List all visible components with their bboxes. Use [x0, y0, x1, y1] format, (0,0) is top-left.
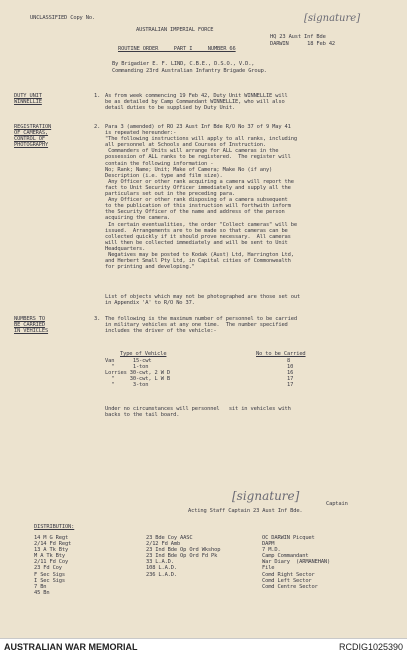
section-number: 1.	[94, 93, 101, 99]
vehicle-footnote: Under no circumstances will personnel sit in vehicles with backs to the tail board.	[105, 406, 291, 419]
section-heading-vehicles: NUMBERS TO BE CARRIED IN VEHICLES	[14, 316, 49, 335]
by-line: By Brigadier E. F. LIND, C.B.E., D.S.O., V.D.,	[112, 61, 255, 67]
table-cell: " 3-ton	[105, 382, 149, 389]
force-name: AUSTRALIAN IMPERIAL FORCE	[136, 27, 214, 33]
place-date: DARWIN 18 Feb 42	[270, 41, 336, 47]
signature-appointment: Acting Staff Captain 23 Aust Inf Bde.	[188, 508, 303, 514]
table-cell: " 30-cwt, L W B	[105, 376, 171, 383]
list-item: Comd Centre Sector	[262, 583, 318, 590]
archive-name: AUSTRALIAN WAR MEMORIAL	[4, 642, 138, 652]
hq-line: HQ 23 Aust Inf Bde	[270, 34, 326, 40]
list-item: 236 L.A.D.	[146, 571, 177, 578]
table-cell: 8	[287, 358, 291, 364]
classification-line: UNCLASSIFIED Copy No.	[30, 15, 96, 21]
list-item: OC DARWIN Picquet	[262, 535, 315, 541]
list-item: 23 Ind Bde Op Ord Wkshop	[146, 547, 221, 554]
list-item: 33 L.A.D.	[146, 559, 174, 566]
list-item: DAPM	[262, 541, 275, 548]
list-item: 7 Bn	[34, 583, 47, 590]
list-item: Comd Right Sector	[262, 571, 315, 578]
table-header-type: Type of Vehicle	[120, 351, 167, 357]
list-item: 2/11 Fd Coy	[34, 559, 69, 566]
distribution-title: DISTRIBUTION:	[34, 524, 75, 530]
list-item: 2/14 Fd Regt	[34, 541, 72, 548]
section-heading-duty-unit: DUTY UNIT WINNELLIE	[14, 93, 42, 106]
distribution-column-2	[146, 535, 220, 578]
list-item: 7 M.D.	[262, 547, 281, 554]
archive-footer	[0, 638, 407, 655]
table-cell: Van 15-cwt	[105, 358, 152, 364]
signature-rank: Captain	[326, 501, 348, 507]
table-cell: 10	[287, 364, 294, 371]
table-cell: 16	[287, 370, 294, 377]
section-body-cameras: Para 3 (amended) of RO 23 Aust Inf Bde R/O No 37 of 9 May 41 is repeated hereunder:- "The following instructions will apply to all ranks, including all personnel at Schools and Courses of Instruction. Commanders of Units will arrange for ALL cameras in the possession of ALL ranks to be registered. The register will contain the following information - No; Rank; Name; Unit; Make of Camera; Make No (if any) Description (i.e. type and film size). Any Officer or other rank acquiring a camera will report the fact to Unit Security Officer immediately and supply all the particulars set out in the preceding para. Any Officer or other rank disposing of a camera subsequent to the publication of this instruction will forthwith inform the Security Officer of the name and address of the person acquiring the camera. In certain eventualities, the order "Collect cameras" will be issued. Arrangements are to be made so that cameras can be collected quickly if it should prove necessary. All cameras will then be collected immediately and will be sent to Unit Headquarters. Negatives may be posted to Kodak (Aust) Ltd, Harrington Ltd, and Herbert Small Pty Ltd, in Capital cities of Commonwealth for printing and developing."	[105, 124, 297, 271]
commanding-line: Commanding 23rd Australian Infantry Brigade Group.	[112, 68, 267, 74]
list-item: Comd Left Sector	[262, 577, 312, 584]
list-item: 13 A Tk Bty	[34, 547, 69, 554]
list-item: 23 Ind Bde Op Ord Fd Pk	[146, 553, 218, 560]
list-item: I Sec Sigs	[34, 577, 65, 584]
list-item: 2/12 Fd Amb	[146, 541, 181, 548]
vehicle-type-column	[105, 358, 170, 388]
list-item: F Sec Sigs	[34, 571, 65, 578]
list-item: 23 Bde Coy AASC	[146, 535, 193, 541]
section-body-duty-unit: As from week commencing 19 Feb 42, Duty Unit WINNELLIE will be as detailed by Camp Commandant WINNELLIE, who will also detail duties to be supplied by Duty Unit.	[105, 93, 288, 112]
table-cell: 17	[287, 376, 294, 383]
order-title: ROUTINE ORDER PART I NUMBER 66	[118, 46, 236, 52]
section-number: 2.	[94, 124, 101, 130]
section-after-cameras: List of objects which may not be photographed are those set out in Appendix 'A' to R/O No 37.	[105, 294, 301, 307]
list-item: File	[262, 565, 275, 572]
table-cell: " 1-ton	[105, 364, 149, 371]
section-body-vehicles: The following is the maximum number of personnel to be carried in military vehicles at any one time. The number specified includes the driver of the vehicle:-	[105, 316, 297, 335]
list-item: 14 M G Regt	[34, 535, 69, 541]
handwritten-signature: [signature]	[232, 489, 300, 503]
list-item: Camp Commandant	[262, 553, 309, 560]
table-cell: Lorries 30-cwt, 2 W D	[105, 370, 171, 377]
table-cell: 17	[287, 382, 294, 389]
distribution-column-1	[34, 535, 71, 596]
list-item: War Diary (ARMANEHAN)	[262, 559, 331, 566]
list-item: 108 L.A.D.	[146, 565, 177, 572]
section-heading-cameras: REGISTRATION OF CAMERAS, CONTROL OF PHOTOGRAPHY	[14, 124, 52, 149]
distribution-column-3	[262, 535, 330, 590]
archive-reference: RCDIG1025390	[338, 642, 403, 652]
list-item: M A Tk Bty	[34, 553, 65, 560]
section-number: 3.	[94, 316, 101, 322]
list-item: 23 Fd Coy	[34, 565, 62, 572]
list-item: 45 Bn	[34, 589, 50, 596]
handwritten-signature-top: [signature]	[304, 13, 361, 24]
vehicle-number-column	[287, 358, 293, 388]
table-header-number: No to be Carried	[256, 351, 306, 357]
